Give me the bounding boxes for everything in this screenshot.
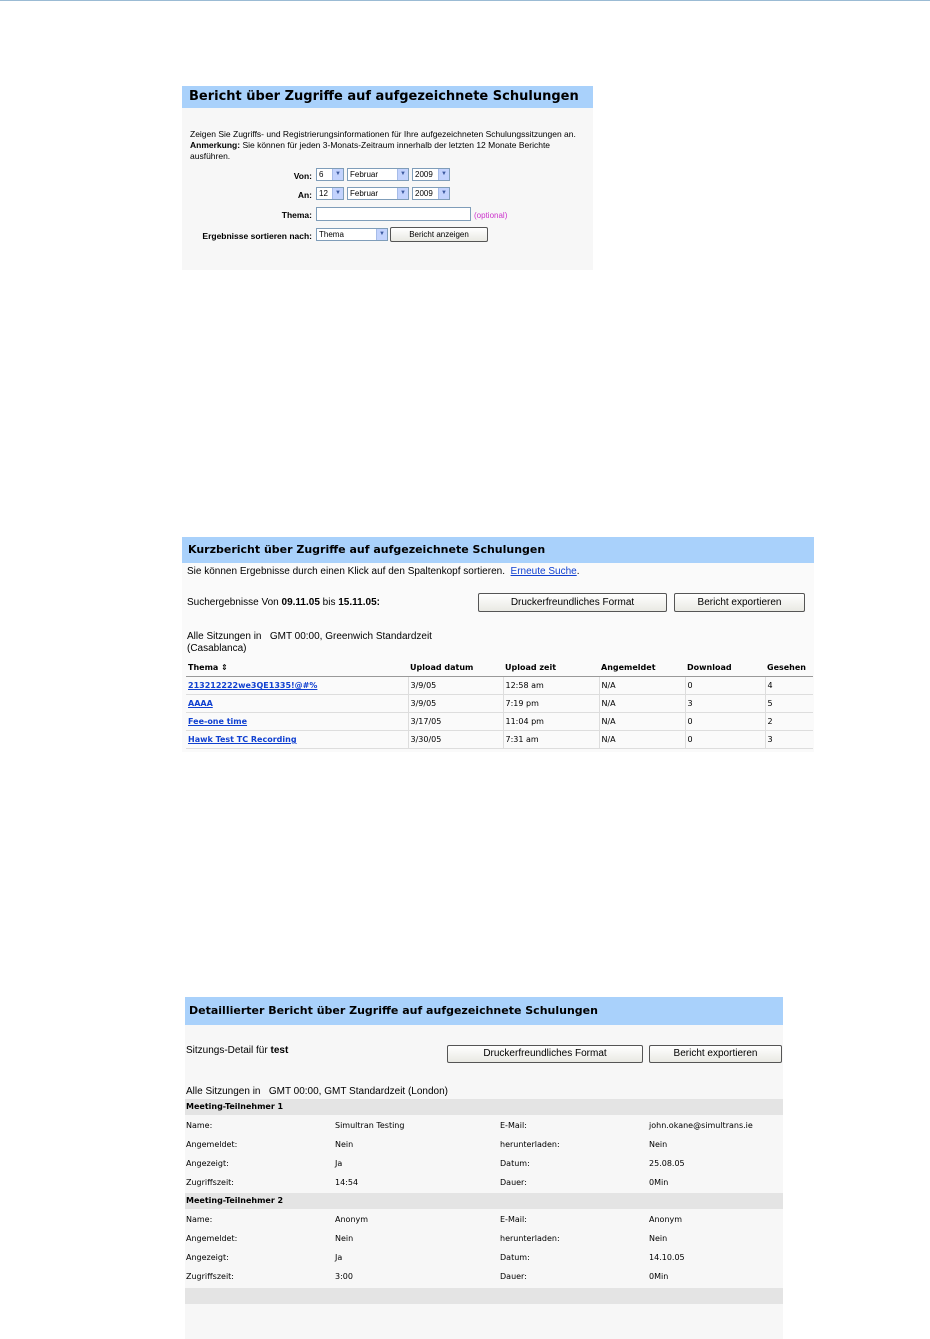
- participant-heading: Meeting-Teilnehmer 2: [185, 1193, 783, 1209]
- table-row: [186, 695, 813, 713]
- topic-link[interactable]: AAAA: [188, 699, 213, 708]
- shown-label: Angezeigt:: [186, 1253, 229, 1262]
- table-cell: 0: [685, 713, 765, 731]
- column-header-upload-zeit[interactable]: Upload zeit: [503, 659, 599, 677]
- thema-label: Thema:: [281, 210, 312, 220]
- table-cell: 0: [685, 677, 765, 695]
- sort-hint: Sie können Ergebnisse durch einen Klick auf den Spaltenkopf sortieren. Erneute Suche.: [187, 566, 580, 577]
- timezone-info: Alle Sitzungen in GMT 00:00, Greenwich Standardzeit (Casablanca): [187, 631, 432, 654]
- date-value: 25.08.05: [649, 1159, 685, 1168]
- chevron-down-icon: ▼: [438, 169, 449, 180]
- sort-select[interactable]: Thema ▼: [316, 228, 388, 241]
- optional-hint: (optional): [474, 211, 508, 220]
- panel-title: Bericht über Zugriffe auf aufgezeichnete Schulungen: [182, 86, 593, 108]
- printer-friendly-button[interactable]: Druckerfreundliches Format: [447, 1045, 643, 1063]
- thema-input[interactable]: [316, 207, 471, 221]
- report-search-panel: [182, 86, 593, 270]
- date-label: Datum:: [500, 1159, 530, 1168]
- table-cell: 3/9/05: [408, 695, 503, 713]
- chevron-down-icon: ▼: [438, 188, 449, 199]
- download-label: herunterladen:: [500, 1140, 560, 1149]
- date-value: 14.10.05: [649, 1253, 685, 1262]
- table-cell: 12:58 am: [503, 677, 599, 695]
- email-label: E-Mail:: [500, 1121, 527, 1130]
- column-header-thema[interactable]: Thema ⇕: [186, 659, 408, 677]
- email-label: E-Mail:: [500, 1215, 527, 1224]
- empty-footer-bar: [185, 1288, 783, 1304]
- table-cell: 11:04 pm: [503, 713, 599, 731]
- access-time-label: Zugriffszeit:: [186, 1272, 234, 1281]
- registered-value: Nein: [335, 1140, 354, 1149]
- search-results-range: Suchergebnisse Von 09.11.05 bis 15.11.05:: [187, 597, 380, 608]
- access-time-label: Zugriffszeit:: [186, 1178, 234, 1187]
- sort-label: Ergebnisse sortieren nach:: [202, 231, 312, 241]
- duration-value: 0Min: [649, 1178, 669, 1187]
- an-label: An:: [297, 190, 312, 200]
- von-day-select[interactable]: 6 ▼: [316, 168, 344, 181]
- intro-text: Zeigen Sie Zugriffs- und Registrierungsinformationen für Ihre aufgezeichneten Schulungssitzungen an. Anmerkung: Sie können für jeden 3-Monats-Zeitraum innerhalb der letzten 12 Monate Berichte ausführen.: [190, 129, 576, 161]
- export-report-button[interactable]: Bericht exportieren: [649, 1045, 782, 1063]
- chevron-down-icon: ▼: [397, 169, 408, 180]
- new-search-link[interactable]: Erneute Suche: [510, 566, 577, 577]
- duration-label: Dauer:: [500, 1178, 527, 1187]
- email-value: Anonym: [649, 1215, 683, 1224]
- download-label: herunterladen:: [500, 1234, 560, 1243]
- download-value: Nein: [649, 1234, 668, 1243]
- an-day-select[interactable]: 12 ▼: [316, 187, 344, 200]
- download-value: Nein: [649, 1140, 668, 1149]
- von-label: Von:: [293, 171, 312, 181]
- printer-friendly-button[interactable]: Druckerfreundliches Format: [478, 593, 667, 612]
- registered-value: Nein: [335, 1234, 354, 1243]
- topic-link[interactable]: Hawk Test TC Recording: [188, 735, 297, 744]
- an-year-select[interactable]: 2009 ▼: [412, 187, 450, 200]
- table-cell: 4: [765, 677, 813, 695]
- registered-label: Angemeldet:: [186, 1234, 238, 1243]
- table-cell: N/A: [599, 677, 685, 695]
- column-header-angemeldet[interactable]: Angemeldet: [599, 659, 685, 677]
- shown-label: Angezeigt:: [186, 1159, 229, 1168]
- table-cell: 7:19 pm: [503, 695, 599, 713]
- export-report-button[interactable]: Bericht exportieren: [674, 593, 805, 612]
- timezone-info: Alle Sitzungen in GMT 00:00, GMT Standardzeit (London): [186, 1086, 449, 1097]
- table-row: [186, 731, 813, 749]
- table-cell: 2: [765, 713, 813, 731]
- column-header-upload-datum[interactable]: Upload datum: [408, 659, 503, 677]
- table-cell: 0: [685, 731, 765, 749]
- panel-title: Kurzbericht über Zugriffe auf aufgezeichnete Schulungen: [182, 537, 814, 563]
- name-label: Name:: [186, 1121, 213, 1130]
- access-time-value: 3:00: [335, 1272, 353, 1281]
- duration-label: Dauer:: [500, 1272, 527, 1281]
- shown-value: Ja: [335, 1253, 343, 1262]
- results-table: [186, 659, 813, 749]
- topic-link[interactable]: 213212222we3QE1335!@#%: [188, 681, 318, 690]
- column-header-gesehen[interactable]: Gesehen: [765, 659, 813, 677]
- von-year-select[interactable]: 2009 ▼: [412, 168, 450, 181]
- date-label: Datum:: [500, 1253, 530, 1262]
- table-cell: 3: [765, 731, 813, 749]
- topic-link[interactable]: Fee-one time: [188, 717, 248, 726]
- shown-value: Ja: [335, 1159, 343, 1168]
- summary-report-panel: [182, 537, 814, 752]
- name-value: Anonym: [335, 1215, 369, 1224]
- table-cell: N/A: [599, 731, 685, 749]
- table-cell: N/A: [599, 713, 685, 731]
- access-time-value: 14:54: [335, 1178, 359, 1187]
- von-month-select[interactable]: Februar ▼: [347, 168, 409, 181]
- table-row: [186, 677, 813, 695]
- panel-title: Detaillierter Bericht über Zugriffe auf aufgezeichnete Schulungen: [185, 997, 783, 1025]
- show-report-button[interactable]: Bericht anzeigen: [390, 227, 488, 242]
- chevron-down-icon: ▼: [332, 169, 343, 180]
- table-cell: 3/30/05: [408, 731, 503, 749]
- table-cell: 7:31 am: [503, 731, 599, 749]
- table-row: [186, 713, 813, 731]
- top-border-line: [0, 0, 930, 1]
- table-cell: 3/9/05: [408, 677, 503, 695]
- registered-label: Angemeldet:: [186, 1140, 238, 1149]
- table-cell: 5: [765, 695, 813, 713]
- chevron-down-icon: ▼: [376, 229, 387, 240]
- sort-arrows-icon: ⇕: [221, 663, 228, 672]
- email-value: john.okane@simultrans.ie: [649, 1121, 753, 1130]
- table-header-row: [186, 659, 813, 677]
- name-label: Name:: [186, 1215, 213, 1224]
- detailed-report-panel: [185, 997, 783, 1339]
- table-cell: 3: [685, 695, 765, 713]
- session-detail-label: Sitzungs-Detail für test: [186, 1045, 289, 1056]
- an-month-select[interactable]: Februar ▼: [347, 187, 409, 200]
- table-cell: 3/17/05: [408, 713, 503, 731]
- chevron-down-icon: ▼: [332, 188, 343, 199]
- duration-value: 0Min: [649, 1272, 669, 1281]
- table-cell: N/A: [599, 695, 685, 713]
- column-header-download[interactable]: Download: [685, 659, 765, 677]
- name-value: Simultran Testing: [335, 1121, 405, 1130]
- participant-heading: Meeting-Teilnehmer 1: [185, 1099, 783, 1115]
- chevron-down-icon: ▼: [397, 188, 408, 199]
